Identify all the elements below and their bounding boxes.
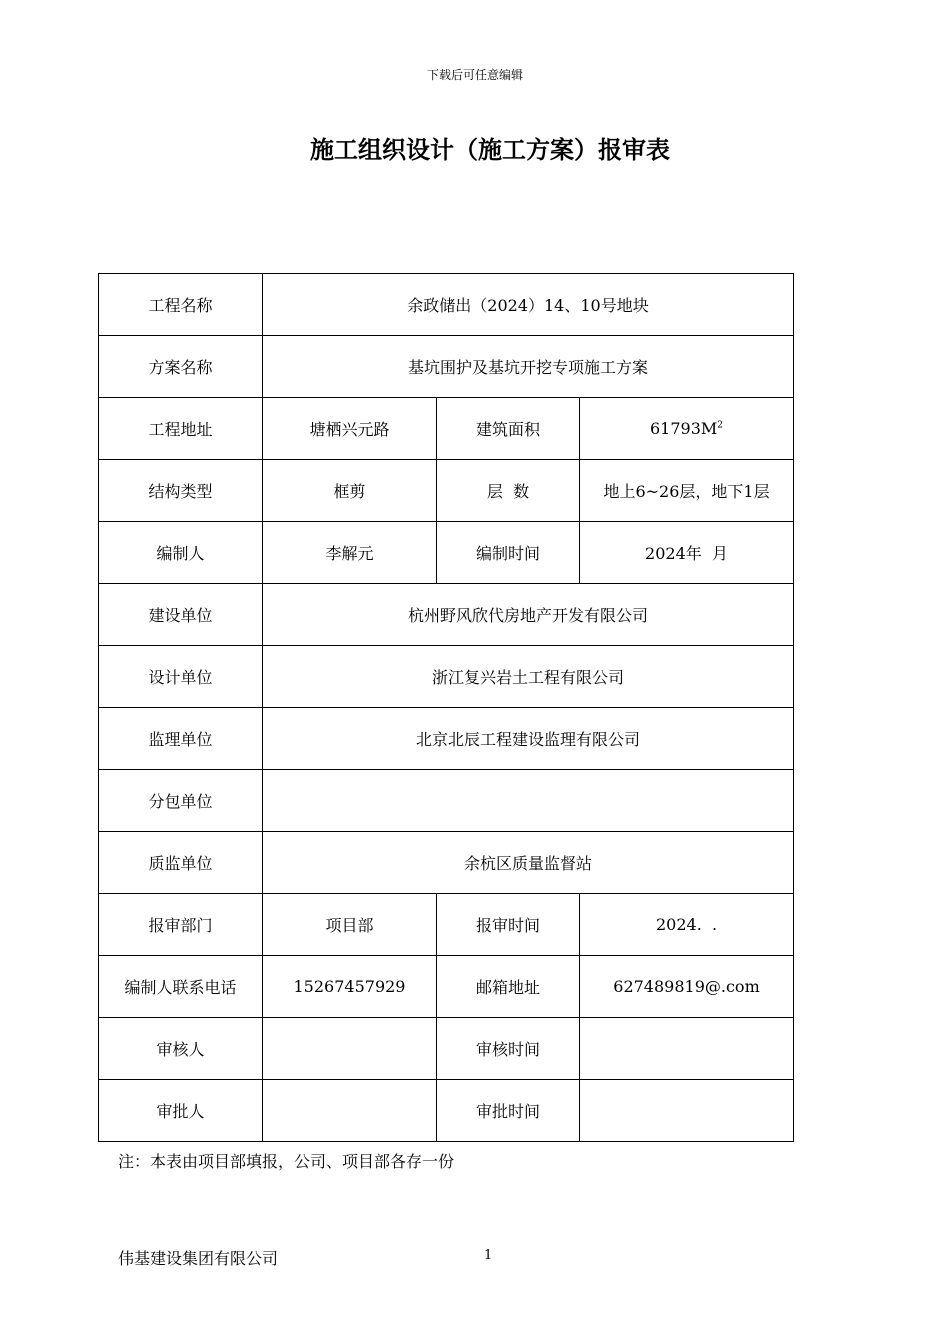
approver-value bbox=[263, 1080, 437, 1142]
table-row bbox=[99, 956, 794, 1018]
structure-label: 结构类型 bbox=[99, 460, 263, 522]
prepare-time-value: 2024年 月 bbox=[580, 522, 794, 584]
designer-label: 设计单位 bbox=[99, 646, 263, 708]
preparer-label: 编制人 bbox=[99, 522, 263, 584]
table-row bbox=[99, 522, 794, 584]
table-row bbox=[99, 1018, 794, 1080]
review-time-value bbox=[580, 1018, 794, 1080]
table-row bbox=[99, 274, 794, 336]
area-label: 建筑面积 bbox=[437, 398, 580, 460]
submit-dept-value: 项目部 bbox=[263, 894, 437, 956]
reviewer-value bbox=[263, 1018, 437, 1080]
supervisor-label: 监理单位 bbox=[99, 708, 263, 770]
table-row bbox=[99, 336, 794, 398]
email-value: 627489819@.com bbox=[580, 956, 794, 1018]
structure-value: 框剪 bbox=[263, 460, 437, 522]
owner-label: 建设单位 bbox=[99, 584, 263, 646]
table-row bbox=[99, 646, 794, 708]
address-value: 塘栖兴元路 bbox=[263, 398, 437, 460]
project-name-label: 工程名称 bbox=[99, 274, 263, 336]
table-footnote: 注：本表由项目部填报，公司、项目部各存一份 bbox=[118, 1152, 455, 1171]
area-value: 61793M bbox=[650, 419, 718, 438]
area-unit-superscript: 2 bbox=[717, 420, 724, 431]
submit-time-label: 报审时间 bbox=[437, 894, 580, 956]
project-name-value: 余政储出（2024）14、10号地块 bbox=[263, 274, 794, 336]
owner-value: 杭州野风欣代房地产开发有限公司 bbox=[263, 584, 794, 646]
prepare-time-label: 编制时间 bbox=[437, 522, 580, 584]
table-row bbox=[99, 894, 794, 956]
floors-label: 层 数 bbox=[437, 460, 580, 522]
floors-value: 地上6~26层，地下1层 bbox=[580, 460, 794, 522]
quality-label: 质监单位 bbox=[99, 832, 263, 894]
plan-name-value: 基坑围护及基坑开挖专项施工方案 bbox=[263, 336, 794, 398]
approver-label: 审批人 bbox=[99, 1080, 263, 1142]
table-row bbox=[99, 708, 794, 770]
reviewer-label: 审核人 bbox=[99, 1018, 263, 1080]
table-row bbox=[99, 832, 794, 894]
page-number: 1 bbox=[484, 1248, 493, 1263]
contact-phone-label: 编制人联系电话 bbox=[99, 956, 263, 1018]
review-form-table bbox=[98, 273, 794, 1142]
footer-company-name: 伟基建设集团有限公司 bbox=[118, 1249, 279, 1268]
address-label: 工程地址 bbox=[99, 398, 263, 460]
area-value-cell bbox=[580, 398, 794, 460]
table-row bbox=[99, 584, 794, 646]
table-row bbox=[99, 398, 794, 460]
quality-value: 余杭区质量监督站 bbox=[263, 832, 794, 894]
designer-value: 浙江复兴岩土工程有限公司 bbox=[263, 646, 794, 708]
submit-dept-label: 报审部门 bbox=[99, 894, 263, 956]
subcontractor-label: 分包单位 bbox=[99, 770, 263, 832]
submit-time-value: 2024. . bbox=[580, 894, 794, 956]
table-row bbox=[99, 1080, 794, 1142]
approve-time-value bbox=[580, 1080, 794, 1142]
table-row bbox=[99, 460, 794, 522]
subcontractor-value bbox=[263, 770, 794, 832]
contact-phone-value: 15267457929 bbox=[263, 956, 437, 1018]
supervisor-value: 北京北辰工程建设监理有限公司 bbox=[263, 708, 794, 770]
email-label: 邮箱地址 bbox=[437, 956, 580, 1018]
review-time-label: 审核时间 bbox=[437, 1018, 580, 1080]
preparer-value: 李解元 bbox=[263, 522, 437, 584]
page-title: 施工组织设计（施工方案）报审表 bbox=[310, 136, 670, 164]
header-note: 下载后可任意编辑 bbox=[426, 68, 523, 82]
plan-name-label: 方案名称 bbox=[99, 336, 263, 398]
table-row bbox=[99, 770, 794, 832]
approve-time-label: 审批时间 bbox=[437, 1080, 580, 1142]
